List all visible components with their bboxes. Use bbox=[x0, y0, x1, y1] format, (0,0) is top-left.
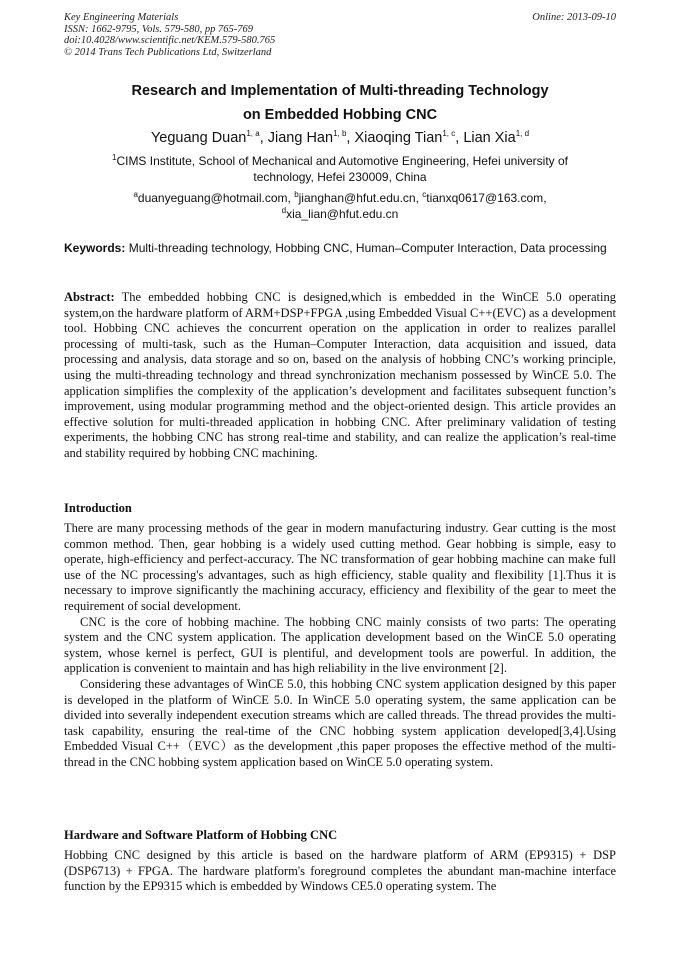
paragraph: Considering these advantages of WinCE 5.0, this hobbing CNC system application designed by this paper is developed in the platform of WinCE 5.0. In WinCE 5.0 operating system, the same application can be divided into severally independent execution streams which are called threads. The thread provides the multi-task capability, ensuring the real-time of the CNC hobbing system application developed[3,4].Using Embedded Visual C++（EVC）as the development ,this paper proposes the effective method of the multi-thread in the CNC hobbing system application based on WinCE 5.0 operating system. bbox=[64, 676, 616, 769]
affiliation-text: CIMS Institute, School of Mechanical and Automotive Engineering, Hefei university of technology, Hefei 230009, China bbox=[116, 154, 569, 184]
introduction-body bbox=[64, 521, 616, 771]
hardware-heading: Hardware and Software Platform of Hobbing CNC bbox=[64, 828, 338, 842]
paragraph: CNC is the core of hobbing machine. The hobbing CNC mainly consists of two parts: The operating system and the CNC system application. The application development based on the WinCE 5.0 operating system, whose kernel is perfect, GUI is plentiful, and development tools are powerful. In addition, the application is convenient to maintain and has high reliability in the live environment [2]. bbox=[64, 614, 616, 676]
author-name: Jiang Han bbox=[267, 130, 334, 146]
abstract bbox=[64, 290, 616, 462]
email-link[interactable]: duanyeguang@hotmail.com bbox=[137, 191, 288, 205]
keywords bbox=[64, 241, 616, 257]
copyright-line: © 2014 Trans Tech Publications Ltd, Switzerland bbox=[64, 46, 272, 58]
affiliation-sup: 1 bbox=[111, 153, 117, 162]
journal-name: Key Engineering Materials bbox=[64, 12, 179, 23]
author-name: Yeguang Duan bbox=[150, 130, 247, 146]
online-date: Online: 2013-09-10 bbox=[532, 12, 616, 23]
author-sup: 1, a bbox=[246, 129, 260, 139]
introduction-heading: Introduction bbox=[64, 501, 132, 515]
email-link[interactable]: xia_lian@hfut.edu.cn bbox=[286, 206, 399, 221]
paragraph: Hobbing CNC designed by this article is based on the hardware platform of ARM (EP9315) + DSP (DSP6713) + FPGA. The hardware platform's foreground completes the abundant man-machine interface function by the EP9315 which is embedded by Windows CE5.0 operating system. The bbox=[64, 848, 616, 894]
journal-header bbox=[64, 12, 616, 58]
abstract-label: Abstract: bbox=[64, 290, 115, 304]
issn-line: ISSN: 1662-9795, Vols. 579-580, pp 765-769 bbox=[64, 23, 253, 35]
email-sup: b bbox=[294, 190, 299, 199]
email-sup: a bbox=[133, 190, 138, 199]
author-sup: 1, b bbox=[333, 129, 347, 139]
email-sup: d bbox=[281, 205, 287, 215]
title-line-2: on Embedded Hobbing CNC bbox=[242, 107, 438, 123]
doi-line: doi:10.4028/www.scientific.net/KEM.579-580.765 bbox=[64, 35, 276, 46]
paper-title bbox=[64, 79, 616, 127]
keywords-text: Multi-threading technology, Hobbing CNC, Human–Computer Interaction, Data processing bbox=[128, 241, 607, 255]
author-list: Yeguang Duan$^{1, a}$, Jiang Han$^{1, b}$, Xiaoqing Tian$^{1, c}$, Lian Xia$^{1, d}$ bbox=[150, 129, 530, 146]
author-sup: 1, d bbox=[515, 129, 530, 139]
author-name: Xiaoqing Tian bbox=[354, 130, 443, 146]
title-line-1: Research and Implementation of Multi-threading Technology bbox=[131, 83, 549, 99]
affiliation bbox=[100, 154, 580, 185]
abstract-text: The embedded hobbing CNC is designed,which is embedded in the WinCE 5.0 operating system,on the hardware platform of ARM+DSP+FPGA ,using Embedded Visual C++(EVC) as a development tool. Hobbing CNC achieves the concurrent operation on the application in order to realizes parallel processing of multi-task, such as the Human–Computer Interaction, data acquisition and issued, data processing and analysis, data storage and so on, based on the analysis of hobbing CNC’s working principle, using the multi-threading technology and thread synchronization mechanism possessed by WinCE 5.0. The application simplifies the complexity of the application’s development and facilitates subsequent function’s improvement, using modular programming method and the object-oriented design. This article provides an effective solution for multi-threaded application in hobbing CNC. After preliminary validation of testing experiments, the hobbing CNC has strong real-time and stability, and can realize the application’s real-time and stability required by hobbing CNC machining. bbox=[64, 290, 616, 460]
keywords-label: Keywords: bbox=[64, 241, 126, 255]
author-name: Lian Xia bbox=[463, 130, 516, 146]
email-link[interactable]: tianxq0617@163.com bbox=[426, 191, 544, 205]
paragraph: There are many processing methods of the gear in modern manufacturing industry. Gear cutting is the most common method. Then, gear hobbing is a widely used cutting method. Gear hobbing is simple, easy to operate, high-efficiency and perfect-accuracy. The NC transformation of gear hobbing machine can make full use of the NC processing's advantages, such as high efficiency, stable quality and flexibility [1].Thus it is necessary to improve significantly the machining accuracy, efficiency and flexibility of the gear to meet the requirement of social development. bbox=[64, 521, 616, 613]
author-sup: 1, c bbox=[442, 129, 456, 139]
hardware-body bbox=[64, 848, 616, 895]
email-sup: c bbox=[422, 190, 427, 199]
email-link[interactable]: jianghan@hfut.edu.cn bbox=[298, 191, 416, 205]
email-list: $^a$duanyeguang@hotmail.com, $^b$jianghan@hfut.edu.cn, $^c$tianxq0617@163.com, $^d$xia_lian@hfut.edu.cn bbox=[133, 190, 547, 221]
